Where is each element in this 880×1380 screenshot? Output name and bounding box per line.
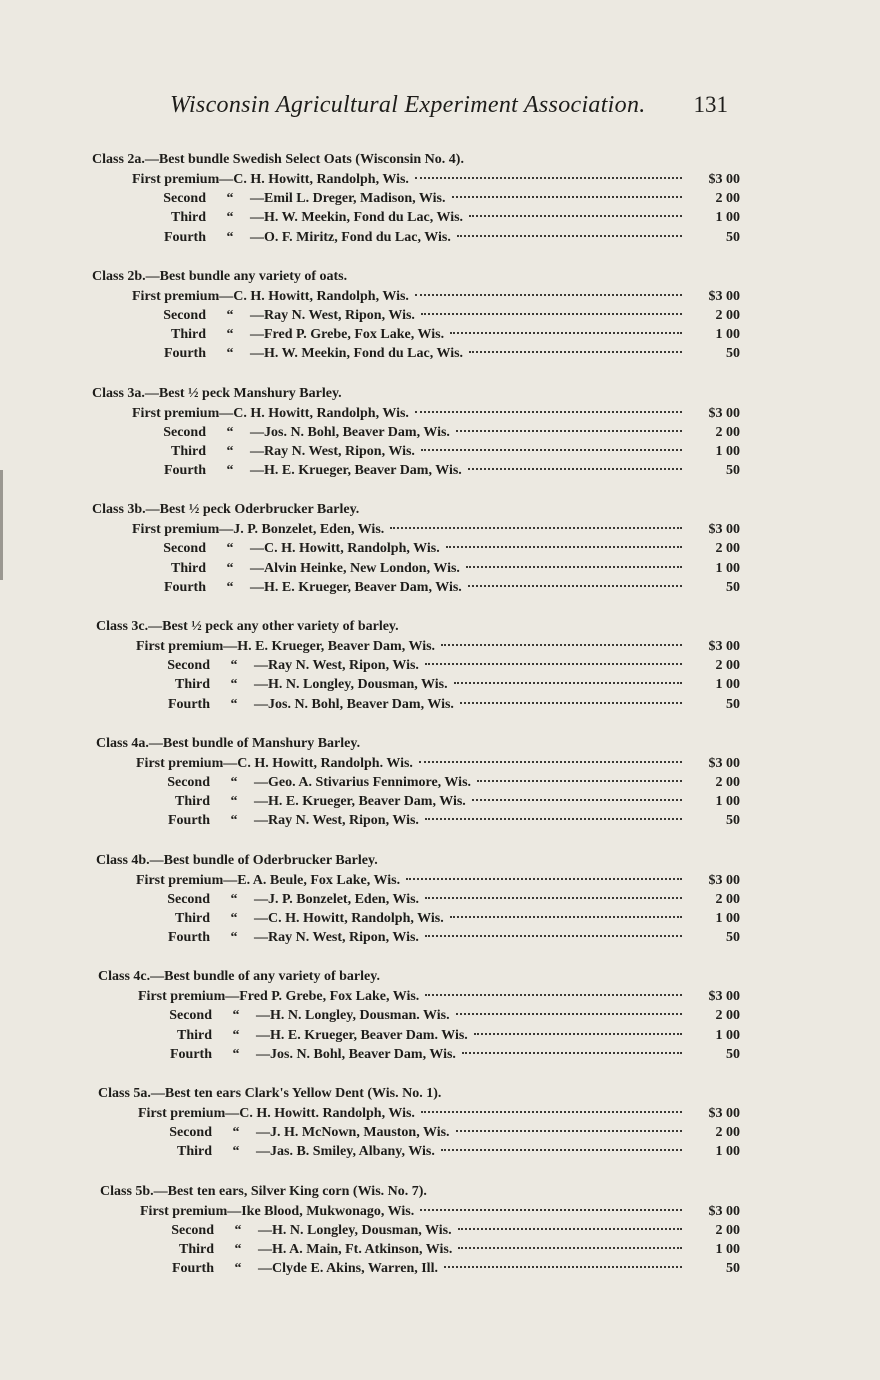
class-heading: Class 4c.—Best bundle of any variety of barley.: [98, 969, 380, 985]
dot-leader: [421, 313, 682, 315]
winner-name: —E. A. Beule, Fox Lake, Wis.: [223, 872, 401, 888]
place-label: First premium: [132, 288, 220, 304]
place-label: Third: [176, 1027, 212, 1043]
dot-leader: [415, 294, 682, 296]
ditto-mark: “: [232, 1027, 240, 1043]
dot-leader: [415, 177, 682, 179]
prize-amount: 1 00: [715, 1144, 740, 1160]
page-number: 131: [693, 92, 728, 117]
premium-entry: [92, 559, 740, 578]
place-label: First premium: [136, 755, 224, 771]
dot-leader: [446, 546, 682, 548]
winner-name: —H. N. Longley, Dousman. Wis.: [256, 1008, 450, 1024]
ditto-mark: “: [226, 541, 234, 557]
winner-name: —C. H. Howitt, Randolph, Wis.: [219, 288, 409, 304]
dot-leader: [425, 663, 682, 665]
dot-leader: [390, 527, 682, 529]
dot-leader: [469, 351, 682, 353]
dot-leader: [456, 1130, 682, 1132]
place-label: Third: [176, 1144, 212, 1160]
premium-entry: [98, 1123, 740, 1142]
prize-amount: 2 00: [715, 891, 740, 907]
class-block: [96, 617, 740, 714]
dot-leader: [456, 430, 682, 432]
winner-name: —H. N. Longley, Dousman, Wis.: [258, 1222, 452, 1238]
winner-name: —J. P. Bonzelet, Eden, Wis.: [219, 522, 385, 538]
dot-leader: [472, 799, 682, 801]
ditto-mark: “: [234, 1222, 242, 1238]
ditto-mark: “: [230, 658, 238, 674]
premium-entry: [96, 890, 740, 909]
place-label: First premium: [132, 172, 220, 187]
ditto-mark: “: [230, 774, 238, 790]
prize-amount: 1 00: [715, 910, 740, 926]
prize-amount: 2 00: [715, 1008, 740, 1024]
place-label: Fourth: [170, 1046, 212, 1062]
prize-amount: 1 00: [715, 1027, 740, 1043]
winner-name: —C. H. Howitt, Randolph, Wis.: [219, 405, 409, 421]
winner-name: —H. E. Krueger, Beaver Dam, Wis.: [250, 579, 462, 595]
premium-entry: [92, 442, 740, 461]
premium-entry: [92, 306, 740, 325]
ditto-mark: “: [230, 891, 238, 907]
place-label: First premium: [138, 989, 226, 1005]
page-header: [170, 92, 730, 128]
ditto-mark: “: [232, 1144, 240, 1160]
ditto-mark: “: [230, 794, 238, 810]
prize-amount: 1 00: [715, 560, 740, 576]
place-label: First premium: [136, 872, 224, 888]
class-heading: Class 2b.—Best bundle any variety of oats.: [92, 268, 348, 284]
ditto-mark: “: [232, 1046, 240, 1062]
class-heading: Class 5a.—Best ten ears Clark's Yellow Dent (Wis. No. 1).: [98, 1086, 442, 1101]
ditto-mark: “: [226, 307, 234, 323]
place-label: Third: [170, 560, 206, 576]
place-label: Second: [163, 191, 206, 207]
winner-name: —C. H. Howitt, Randolph, Wis.: [254, 910, 444, 926]
prize-amount: 50: [726, 579, 740, 595]
winner-name: —J. P. Bonzelet, Eden, Wis.: [254, 891, 420, 907]
prize-amount: $3 00: [708, 989, 740, 1005]
winner-name: —C. H. Howitt, Randolph. Wis.: [223, 755, 413, 771]
winner-name: —C. H. Howitt, Randolph, Wis.: [219, 172, 409, 187]
winner-name: —Ray N. West, Ripon, Wis.: [250, 307, 415, 323]
winner-name: —Geo. A. Stivarius Fennimore, Wis.: [254, 774, 472, 790]
class-heading: Class 4a.—Best bundle of Manshury Barley.: [96, 735, 361, 751]
dot-leader: [425, 994, 682, 996]
dot-leader: [457, 235, 682, 237]
dot-leader: [450, 916, 682, 918]
place-label: Second: [171, 1222, 214, 1238]
dot-leader: [421, 1111, 682, 1113]
place-label: Second: [169, 1008, 212, 1024]
class-heading: Class 4b.—Best bundle of Oderbrucker Barley.: [96, 852, 378, 868]
place-label: Third: [170, 327, 206, 343]
prize-amount: 2 00: [715, 424, 740, 440]
dot-leader: [441, 644, 682, 646]
prize-amount: $3 00: [708, 172, 740, 187]
winner-name: —H. E. Krueger, Beaver Dam, Wis.: [250, 463, 462, 479]
place-label: First premium: [140, 1203, 228, 1219]
place-label: Second: [163, 307, 206, 323]
premium-entry: [92, 208, 740, 227]
winner-name: —Ray N. West, Ripon, Wis.: [250, 443, 415, 459]
premium-entry: [92, 404, 740, 423]
dot-leader: [425, 935, 682, 937]
dot-leader: [454, 682, 682, 684]
ditto-mark: “: [226, 443, 234, 459]
class-block: [92, 500, 740, 597]
premium-entry: [98, 1026, 740, 1045]
premium-entry: [98, 1142, 740, 1161]
dot-leader: [425, 897, 682, 899]
winner-name: —Jas. B. Smiley, Albany, Wis.: [256, 1144, 435, 1160]
place-label: Third: [170, 210, 206, 226]
winner-name: —H. E. Krueger, Beaver Dam, Wis.: [254, 794, 466, 810]
ditto-mark: “: [230, 677, 238, 693]
dot-leader: [421, 449, 682, 451]
prize-amount: $3 00: [708, 1203, 740, 1219]
premium-entry: [92, 170, 740, 189]
winner-name: —Ray N. West, Ripon, Wis.: [254, 813, 419, 829]
place-label: Fourth: [172, 1261, 214, 1277]
prize-amount: 50: [726, 463, 740, 479]
class-heading: Class 3b.—Best ½ peck Oderbrucker Barley.: [92, 502, 360, 518]
place-label: Second: [169, 1125, 212, 1141]
premium-entry: [92, 539, 740, 558]
class-heading: Class 3c.—Best ½ peck any other variety of barley.: [96, 619, 399, 634]
prize-amount: $3 00: [708, 405, 740, 421]
dot-leader: [452, 196, 682, 198]
place-label: Fourth: [168, 696, 210, 712]
class-heading: Class 2a.—Best bundle Swedish Select Oats (Wisconsin No. 4).: [92, 152, 464, 167]
winner-name: —O. F. Miritz, Fond du Lac, Wis.: [250, 229, 451, 245]
prize-amount: $3 00: [708, 288, 740, 304]
ditto-mark: “: [226, 463, 234, 479]
place-label: First premium: [138, 1106, 226, 1121]
prize-amount: 50: [726, 813, 740, 829]
premium-list: [92, 150, 740, 1298]
ditto-mark: “: [226, 346, 234, 362]
place-label: Second: [163, 541, 206, 557]
premium-entry: [96, 675, 740, 694]
winner-name: —Emil L. Dreger, Madison, Wis.: [250, 191, 446, 207]
winner-name: —C. H. Howitt, Randolph, Wis.: [250, 541, 440, 557]
class-block: [98, 1084, 740, 1162]
ditto-mark: “: [230, 930, 238, 946]
ditto-mark: “: [226, 424, 234, 440]
dot-leader: [450, 332, 682, 334]
premium-entry: [96, 871, 740, 890]
prize-amount: 2 00: [715, 541, 740, 557]
prize-amount: 50: [726, 1261, 740, 1277]
premium-entry: [98, 1045, 740, 1064]
premium-entry: [98, 987, 740, 1006]
premium-entry: [96, 656, 740, 675]
place-label: Fourth: [164, 229, 206, 245]
prize-amount: 2 00: [715, 658, 740, 674]
premium-entry: [96, 792, 740, 811]
dot-leader: [406, 878, 682, 880]
prize-amount: 50: [726, 696, 740, 712]
running-title: Wisconsin Agricultural Experiment Association.: [170, 92, 646, 118]
premium-entry: [92, 325, 740, 344]
premium-entry: [96, 811, 740, 830]
prize-amount: 2 00: [715, 191, 740, 207]
premium-entry: [96, 928, 740, 947]
premium-entry: [92, 344, 740, 363]
winner-name: —Ray N. West, Ripon, Wis.: [254, 658, 419, 674]
ditto-mark: “: [226, 579, 234, 595]
place-label: Second: [167, 774, 210, 790]
ditto-mark: “: [234, 1241, 242, 1257]
prize-amount: $3 00: [708, 1106, 740, 1121]
prize-amount: 1 00: [715, 794, 740, 810]
place-label: First premium: [136, 639, 224, 654]
winner-name: —Fred P. Grebe, Fox Lake, Wis.: [225, 989, 420, 1005]
ditto-mark: “: [232, 1008, 240, 1024]
prize-amount: 50: [726, 229, 740, 245]
winner-name: —C. H. Howitt. Randolph, Wis.: [225, 1106, 415, 1121]
prize-amount: 2 00: [715, 307, 740, 323]
place-label: First premium: [132, 405, 220, 421]
ditto-mark: “: [226, 210, 234, 226]
class-block: [98, 967, 740, 1064]
ditto-mark: “: [230, 813, 238, 829]
place-label: Fourth: [164, 579, 206, 595]
dot-leader: [419, 761, 682, 763]
ditto-mark: “: [226, 560, 234, 576]
premium-entry: [100, 1240, 740, 1259]
class-heading: Class 3a.—Best ½ peck Manshury Barley.: [92, 385, 342, 401]
ditto-mark: “: [226, 229, 234, 245]
prize-amount: 50: [726, 1046, 740, 1062]
premium-entry: [98, 1104, 740, 1123]
premium-entry: [100, 1221, 740, 1240]
class-block: [92, 384, 740, 481]
dot-leader: [456, 1013, 682, 1015]
winner-name: —Jos. N. Bohl, Beaver Dam, Wis.: [254, 696, 454, 712]
premium-entry: [92, 228, 740, 247]
place-label: Third: [174, 794, 210, 810]
premium-entry: [92, 423, 740, 442]
premium-entry: [100, 1202, 740, 1221]
premium-entry: [92, 520, 740, 539]
ditto-mark: “: [232, 1125, 240, 1141]
winner-name: —H. E. Krueger, Beaver Dam. Wis.: [256, 1027, 468, 1043]
place-label: Second: [163, 424, 206, 440]
ditto-mark: “: [234, 1261, 242, 1277]
dot-leader: [468, 585, 682, 587]
place-label: Second: [167, 891, 210, 907]
dot-leader: [460, 702, 682, 704]
place-label: Fourth: [168, 813, 210, 829]
place-label: Fourth: [168, 930, 210, 946]
prize-amount: $3 00: [708, 872, 740, 888]
dot-leader: [466, 566, 682, 568]
winner-name: —Jos. N. Bohl, Beaver Dam, Wis.: [250, 424, 450, 440]
premium-entry: [92, 189, 740, 208]
premium-entry: [92, 287, 740, 306]
prize-amount: $3 00: [708, 639, 740, 654]
place-label: Third: [178, 1241, 214, 1257]
place-label: First premium: [132, 522, 220, 538]
dot-leader: [462, 1052, 682, 1054]
dot-leader: [425, 818, 682, 820]
prize-amount: 2 00: [715, 1222, 740, 1238]
prize-amount: 2 00: [715, 1125, 740, 1141]
dot-leader: [420, 1209, 682, 1211]
premium-entry: [92, 461, 740, 480]
winner-name: —Fred P. Grebe, Fox Lake, Wis.: [250, 327, 445, 343]
dot-leader: [458, 1247, 682, 1249]
prize-amount: 50: [726, 346, 740, 362]
place-label: Third: [170, 443, 206, 459]
dot-leader: [458, 1228, 682, 1230]
dot-leader: [477, 780, 682, 782]
place-label: Third: [174, 910, 210, 926]
ditto-mark: “: [230, 910, 238, 926]
class-block: [92, 150, 740, 247]
class-heading: Class 5b.—Best ten ears, Silver King corn (Wis. No. 7).: [100, 1183, 427, 1199]
premium-entry: [92, 578, 740, 597]
winner-name: —Jos. N. Bohl, Beaver Dam, Wis.: [256, 1046, 456, 1062]
winner-name: —Ray N. West, Ripon, Wis.: [254, 930, 419, 946]
winner-name: —Ike Blood, Mukwonago, Wis.: [227, 1203, 415, 1219]
premium-entry: [100, 1259, 740, 1278]
dot-leader: [444, 1266, 682, 1268]
winner-name: —H. W. Meekin, Fond du Lac, Wis.: [250, 346, 464, 362]
dot-leader: [469, 215, 682, 217]
winner-name: —J. H. McNown, Mauston, Wis.: [256, 1125, 450, 1141]
prize-amount: 1 00: [715, 677, 740, 693]
place-label: Fourth: [164, 463, 206, 479]
winner-name: —H. N. Longley, Dousman, Wis.: [254, 677, 448, 693]
dot-leader: [415, 411, 682, 413]
winner-name: —H. A. Main, Ft. Atkinson, Wis.: [258, 1241, 453, 1257]
winner-name: —Clyde E. Akins, Warren, Ill.: [258, 1261, 438, 1277]
page-edge-shadow: [0, 470, 3, 580]
prize-amount: 2 00: [715, 774, 740, 790]
ditto-mark: “: [226, 191, 234, 207]
winner-name: —H. E. Krueger, Beaver Dam, Wis.: [223, 639, 436, 654]
prize-amount: 1 00: [715, 327, 740, 343]
dot-leader: [474, 1033, 682, 1035]
prize-amount: $3 00: [708, 522, 740, 538]
place-label: Second: [167, 658, 210, 674]
class-block: [96, 851, 740, 948]
ditto-mark: “: [230, 696, 238, 712]
prize-amount: 1 00: [715, 210, 740, 226]
place-label: Fourth: [164, 346, 206, 362]
premium-entry: [96, 637, 740, 656]
class-block: [92, 267, 740, 364]
premium-entry: [96, 909, 740, 928]
premium-entry: [96, 695, 740, 714]
prize-amount: 1 00: [715, 1241, 740, 1257]
ditto-mark: “: [226, 327, 234, 343]
prize-amount: 50: [726, 930, 740, 946]
premium-entry: [96, 773, 740, 792]
prize-amount: 1 00: [715, 443, 740, 459]
premium-entry: [96, 754, 740, 773]
place-label: Third: [174, 677, 210, 693]
winner-name: —H. W. Meekin, Fond du Lac, Wis.: [250, 210, 464, 226]
dot-leader: [441, 1149, 682, 1151]
prize-amount: $3 00: [708, 755, 740, 771]
class-block: [100, 1182, 740, 1279]
dot-leader: [468, 468, 682, 470]
premium-entry: [98, 1006, 740, 1025]
winner-name: —Alvin Heinke, New London, Wis.: [250, 560, 460, 576]
class-block: [96, 734, 740, 831]
